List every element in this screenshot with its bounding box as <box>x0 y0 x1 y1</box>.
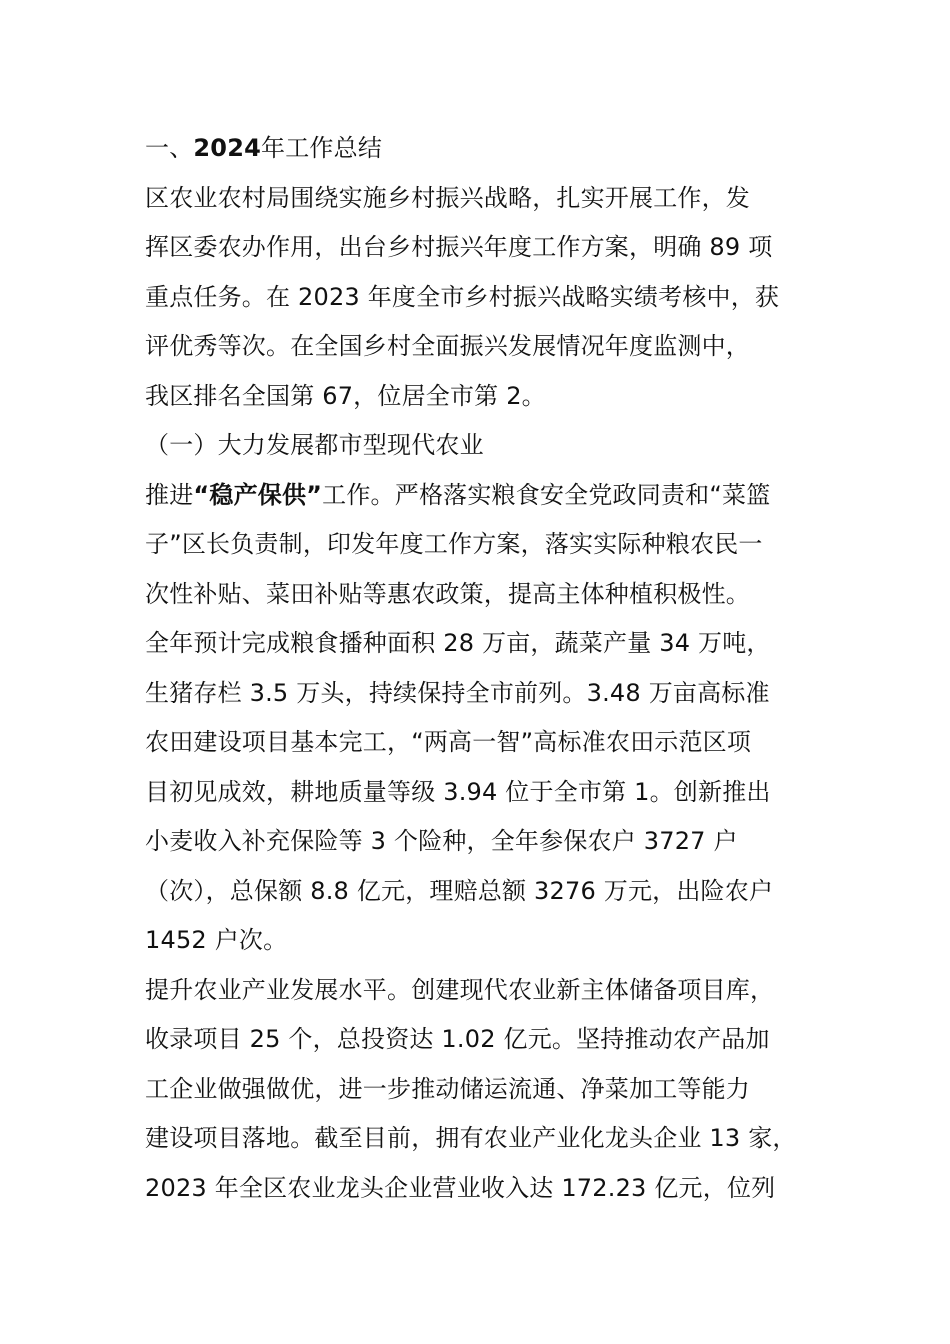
paragraph-line: 挥区委农办作用，出台乡村振兴年度工作方案，明确 89 项 <box>145 233 773 261</box>
paragraph-line: （次），总保额 8.8 亿元，理赔总额 3276 万元，出险农户 <box>145 876 774 905</box>
paragraph-line: 全年预计完成粮食播种面积 28 万亩，蔬菜产量 34 万吨， <box>145 629 771 657</box>
paragraph-line: 工企业做强做优，进一步推动储运流通、净菜加工等能力 <box>145 1074 750 1103</box>
paragraph-line: 收录项目 25 个，总投资达 1.02 亿元。坚持推动农产品加 <box>145 1025 770 1053</box>
heading-suffix: 年工作总结 <box>261 134 383 162</box>
heading-prefix: 一、 <box>145 134 194 162</box>
subsection-heading: （一）大力发展都市型现代农业 <box>145 431 484 459</box>
paragraph-line: 小麦收入补充保险等 3 个险种，全年参保农户 3727 户 <box>145 827 738 855</box>
paragraph-line: 目初见成效，耕地质量等级 3.94 位于全市第 1。创新推出 <box>145 777 771 806</box>
paragraph-line: 建设项目落地。截至目前，拥有农业产业化龙头企业 13 家， <box>145 1124 797 1152</box>
paragraph-line: 次性补贴、菜田补贴等惠农政策，提高主体种植积极性。 <box>145 579 750 608</box>
paragraph-line: 区农业农村局围绕实施乡村振兴战略，扎实开展工作，发 <box>145 183 750 212</box>
paragraph-line: 提升农业产业发展水平。创建现代农业新主体储备项目库， <box>145 975 775 1004</box>
document-body <box>145 124 835 1213</box>
heading-year: 2024 <box>193 134 262 162</box>
paragraph-line: 我区排名全国第 67，位居全市第 2。 <box>145 381 546 410</box>
paragraph-line: 农田建设项目基本完工，“两高一智”高标准农田示范区项 <box>145 728 752 756</box>
paragraph-line <box>145 471 835 521</box>
paragraph-line: 评优秀等次。在全国乡村全面振兴发展情况年度监测中， <box>145 332 750 360</box>
paragraph-line: 2023 年全区农业龙头企业营业收入达 172.23 亿元，位列 <box>145 1173 776 1202</box>
line-text: 推进 <box>145 480 194 509</box>
paragraph-line: 子”区长负责制，印发年度工作方案，落实实际种粮农民一 <box>145 530 763 558</box>
line-text: 工作。严格落实粮食安全党政同责和“菜篮 <box>322 480 771 509</box>
paragraph-line: 1452 户次。 <box>145 926 288 954</box>
paragraph-line: 生猪存栏 3.5 万头，持续保持全市前列。3.48 万亩高标准 <box>145 678 770 707</box>
emphasis-text: “稳产保供” <box>193 480 323 509</box>
paragraph-line: 重点任务。在 2023 年度全市乡村振兴战略实绩考核中，获 <box>145 282 780 311</box>
section-heading <box>145 124 835 174</box>
